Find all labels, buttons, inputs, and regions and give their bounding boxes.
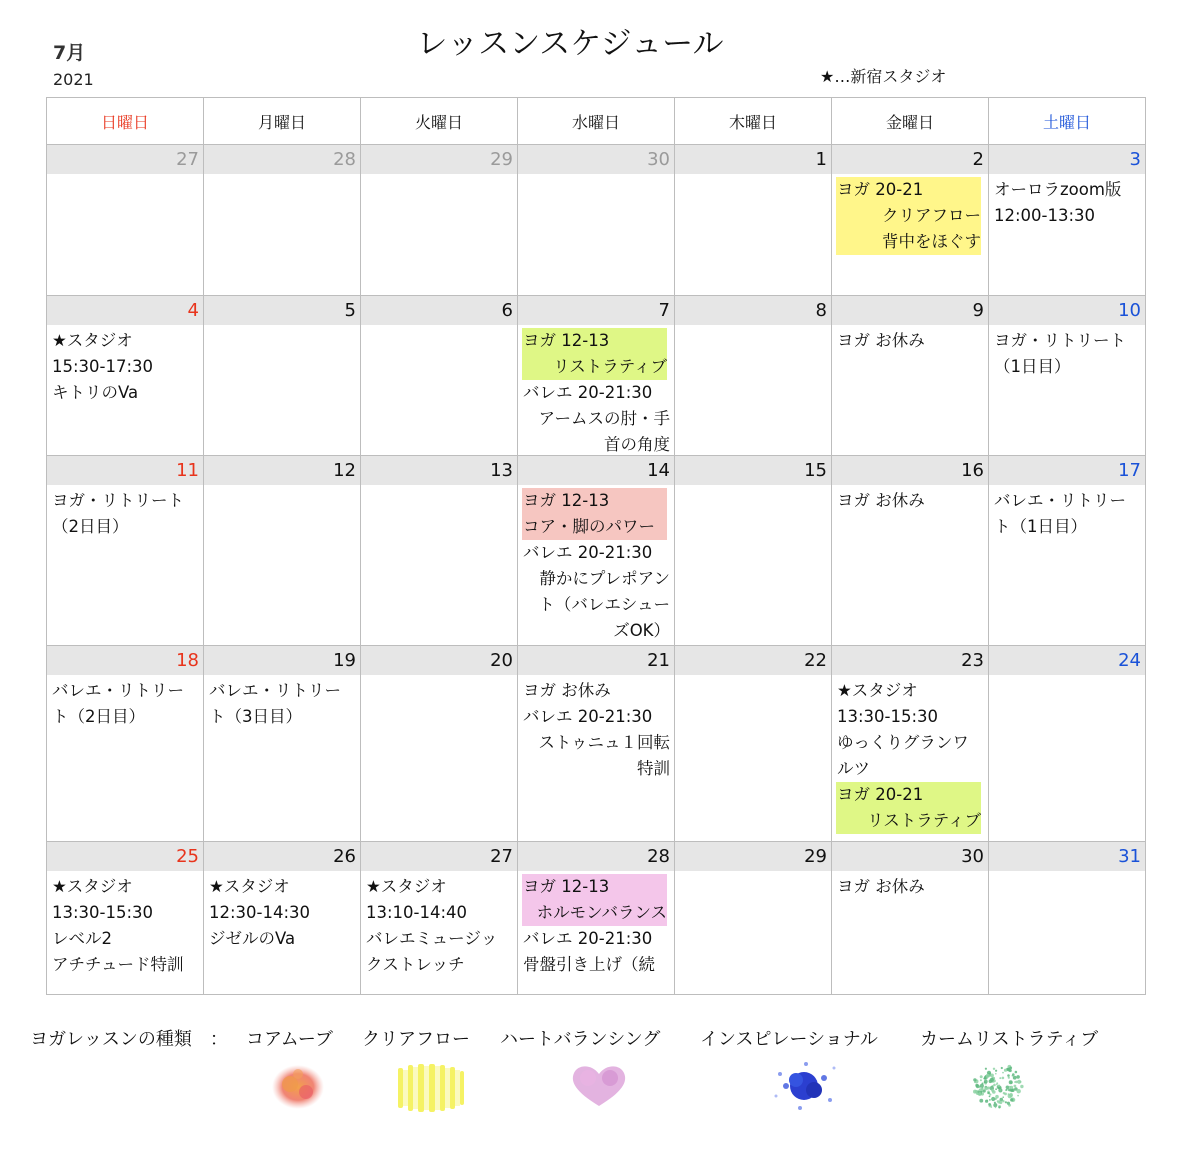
event-line: ジゼルのVa: [209, 929, 296, 948]
event-line: ヨガ お休み: [523, 681, 611, 700]
calendar-day-cell[interactable]: [518, 646, 675, 842]
pink-heart-icon: [566, 1060, 632, 1110]
day-events: [994, 177, 1141, 229]
calendar-day-cell[interactable]: [361, 145, 518, 296]
day-events: [209, 874, 356, 952]
event-line: 静かにプレポアン: [539, 569, 670, 588]
calendar-day-cell[interactable]: [518, 145, 675, 296]
day-events: [837, 328, 984, 354]
day-number: 27: [361, 842, 517, 871]
event-line: ト（1日目）: [994, 517, 1087, 536]
calendar-day-cell[interactable]: [361, 296, 518, 456]
event-line: バレエミュージッ: [366, 929, 498, 948]
calendar-day-cell[interactable]: [204, 145, 361, 296]
day-number: 26: [204, 842, 360, 871]
calendar-day-cell[interactable]: [832, 145, 989, 296]
event-line: 12:30-14:30: [209, 903, 311, 922]
calendar-day-cell[interactable]: [518, 456, 675, 646]
event-line: 首の角度: [604, 435, 670, 454]
day-events: [52, 678, 199, 730]
month-label: 7月: [53, 42, 86, 64]
day-number: 16: [832, 456, 988, 485]
day-number: 29: [361, 145, 517, 174]
event-line: （2日目）: [52, 517, 129, 536]
weekday-header-wed: 水曜日: [518, 98, 675, 145]
day-number: 19: [204, 646, 360, 675]
event-line: ホルモンバランス: [522, 900, 667, 926]
legend-label: ヨガレッスンの種類 ：: [30, 1029, 228, 1050]
event-line: ヨガ 12-13: [522, 874, 667, 900]
event-line: バレエ 20-21:30: [523, 543, 653, 562]
day-number: 11: [47, 456, 203, 485]
green-dots-icon: [968, 1060, 1028, 1112]
weekday-header-fri: 金曜日: [832, 98, 989, 145]
day-events: [523, 488, 670, 644]
day-events: [52, 488, 199, 540]
calendar-day-cell[interactable]: [989, 456, 1146, 646]
legend-inspirational: インスピレーショナル: [700, 1029, 878, 1050]
event-line: ト（3日目）: [209, 707, 302, 726]
event-line: ト（バレエシュー: [538, 595, 670, 614]
event-line: レベル2: [52, 929, 112, 948]
calendar-day-cell[interactable]: [675, 145, 832, 296]
day-events: [994, 488, 1141, 540]
weekday-header-tue: 火曜日: [361, 98, 518, 145]
day-events: [523, 328, 670, 456]
calendar-day-cell[interactable]: [204, 296, 361, 456]
day-number: 6: [361, 296, 517, 325]
event-line: アチチュード特訓: [52, 955, 184, 974]
day-number: 31: [989, 842, 1145, 871]
event-line: ★スタジオ: [52, 877, 133, 896]
day-number: 12: [204, 456, 360, 485]
yellow-stripes-icon: [392, 1062, 472, 1114]
day-events: [837, 874, 984, 900]
studio-note: ★…新宿スタジオ: [820, 67, 947, 86]
weekday-header-thu: 木曜日: [675, 98, 832, 145]
day-number: 21: [518, 646, 674, 675]
event-line: 13:30-15:30: [52, 903, 154, 922]
calendar-day-cell[interactable]: [518, 296, 675, 456]
day-number: 24: [989, 646, 1145, 675]
event-line: バレエ・リトリー: [52, 681, 184, 700]
day-number: 13: [361, 456, 517, 485]
calendar-day-cell[interactable]: [361, 646, 518, 842]
calendar-day-cell[interactable]: [204, 456, 361, 646]
day-events: [837, 177, 984, 255]
blue-splash-icon: [766, 1056, 842, 1116]
event-line: 15:30-17:30: [52, 357, 154, 376]
weekday-header-sun: 日曜日: [47, 98, 204, 145]
day-number: 17: [989, 456, 1145, 485]
event-line: ヨガ・リトリート: [994, 331, 1126, 350]
event-line: クストレッチ: [366, 955, 465, 974]
day-number: 8: [675, 296, 831, 325]
calendar-day-cell[interactable]: [518, 842, 675, 995]
event-line: バレエ・リトリー: [994, 491, 1126, 510]
event-line: 背中をほぐす: [836, 229, 981, 255]
calendar-day-cell[interactable]: [361, 842, 518, 995]
calendar-day-cell[interactable]: [832, 296, 989, 456]
calendar-day-cell[interactable]: [361, 456, 518, 646]
day-number: 22: [675, 646, 831, 675]
day-number: 9: [832, 296, 988, 325]
day-number: 4: [47, 296, 203, 325]
calendar-grid: [46, 97, 1146, 995]
calendar-day-cell[interactable]: [675, 296, 832, 456]
day-events: [52, 328, 199, 406]
day-events: [994, 328, 1141, 380]
day-number: 7: [518, 296, 674, 325]
calendar-day-cell[interactable]: [47, 296, 204, 456]
legend-heart-balancing: ハートバランシング: [500, 1029, 661, 1050]
event-line: キトリのVa: [52, 383, 139, 402]
day-number: 28: [518, 842, 674, 871]
event-line: オーロラzoom版: [994, 180, 1122, 199]
calendar-day-cell[interactable]: [832, 646, 989, 842]
day-events: [523, 678, 670, 782]
event-line: クリアフロー: [836, 203, 981, 229]
event-line: バレエ 20-21:30: [523, 707, 653, 726]
event-line: ★スタジオ: [52, 331, 133, 350]
event-line: バレエ 20-21:30: [523, 383, 653, 402]
event-line: 13:30-15:30: [837, 707, 939, 726]
calendar-day-cell[interactable]: [204, 842, 361, 995]
calendar-day-cell[interactable]: [675, 646, 832, 842]
event-line: ト（2日目）: [52, 707, 145, 726]
day-number: 10: [989, 296, 1145, 325]
day-number: 14: [518, 456, 674, 485]
calendar-day-cell[interactable]: [47, 646, 204, 842]
event-line: リストラティブ: [836, 808, 981, 834]
day-number: 1: [675, 145, 831, 174]
day-number: 20: [361, 646, 517, 675]
day-number: 15: [675, 456, 831, 485]
event-line: ★スタジオ: [209, 877, 290, 896]
calendar-day-cell[interactable]: [989, 842, 1146, 995]
day-number: 30: [518, 145, 674, 174]
weekday-header-mon: 月曜日: [204, 98, 361, 145]
calendar-day-cell[interactable]: [675, 842, 832, 995]
event-line: ★スタジオ: [366, 877, 447, 896]
event-line: 特訓: [637, 759, 670, 778]
event-line: （1日目）: [994, 357, 1071, 376]
event-line: 13:10-14:40: [366, 903, 468, 922]
day-number: 3: [989, 145, 1145, 174]
event-line: アームスの肘・手: [538, 409, 670, 428]
page-title: レッスンスケジュール: [416, 26, 724, 62]
day-events: [366, 874, 513, 978]
event-line: リストラティブ: [522, 354, 667, 380]
legend-core-move: コアムーブ: [246, 1029, 333, 1050]
calendar-day-cell[interactable]: [832, 842, 989, 995]
calendar-day-cell[interactable]: [989, 145, 1146, 296]
event-line: 12:00-13:30: [994, 206, 1096, 225]
day-number: 30: [832, 842, 988, 871]
event-line: ヨガ 20-21: [836, 177, 981, 203]
event-line: コア・脚のパワー: [522, 514, 667, 540]
day-number: 28: [204, 145, 360, 174]
event-line: ズOK）: [613, 621, 670, 640]
day-number: 25: [47, 842, 203, 871]
weekday-header-sat: 土曜日: [989, 98, 1146, 145]
day-number: 5: [204, 296, 360, 325]
calendar-day-cell[interactable]: [47, 456, 204, 646]
day-number: 18: [47, 646, 203, 675]
event-line: ★スタジオ: [837, 681, 918, 700]
legend-calm-restorative: カームリストラティブ: [920, 1029, 1099, 1050]
event-line: ストゥニュ１回転: [538, 733, 670, 752]
day-number: 2: [832, 145, 988, 174]
event-line: 骨盤引き上げ（続: [523, 955, 655, 974]
calendar-day-cell[interactable]: [675, 456, 832, 646]
event-line: ゆっくりグランワ: [837, 733, 969, 752]
year-label: 2021: [53, 70, 94, 89]
orange-red-splash-icon: [268, 1062, 328, 1112]
event-line: ヨガ お休み: [837, 877, 925, 896]
day-events: [209, 678, 356, 730]
event-line: バレエ 20-21:30: [523, 929, 653, 948]
day-events: [837, 678, 984, 834]
event-line: ヨガ 20-21: [836, 782, 981, 808]
event-line: バレエ・リトリー: [209, 681, 341, 700]
event-line: ヨガ 12-13: [522, 328, 667, 354]
legend-clear-flow: クリアフロー: [362, 1029, 470, 1050]
event-line: ヨガ 12-13: [522, 488, 667, 514]
calendar-day-cell[interactable]: [47, 842, 204, 995]
day-events: [837, 488, 984, 514]
event-line: ヨガ お休み: [837, 331, 925, 350]
calendar-day-cell[interactable]: [989, 646, 1146, 842]
day-number: 27: [47, 145, 203, 174]
calendar-day-cell[interactable]: [204, 646, 361, 842]
calendar-day-cell[interactable]: [832, 456, 989, 646]
event-line: ヨガ・リトリート: [52, 491, 184, 510]
event-line: ルツ: [837, 759, 870, 778]
calendar-day-cell[interactable]: [47, 145, 204, 296]
calendar-day-cell[interactable]: [989, 296, 1146, 456]
day-events: [52, 874, 199, 978]
day-events: [523, 874, 670, 978]
day-number: 29: [675, 842, 831, 871]
day-number: 23: [832, 646, 988, 675]
event-line: ヨガ お休み: [837, 491, 925, 510]
